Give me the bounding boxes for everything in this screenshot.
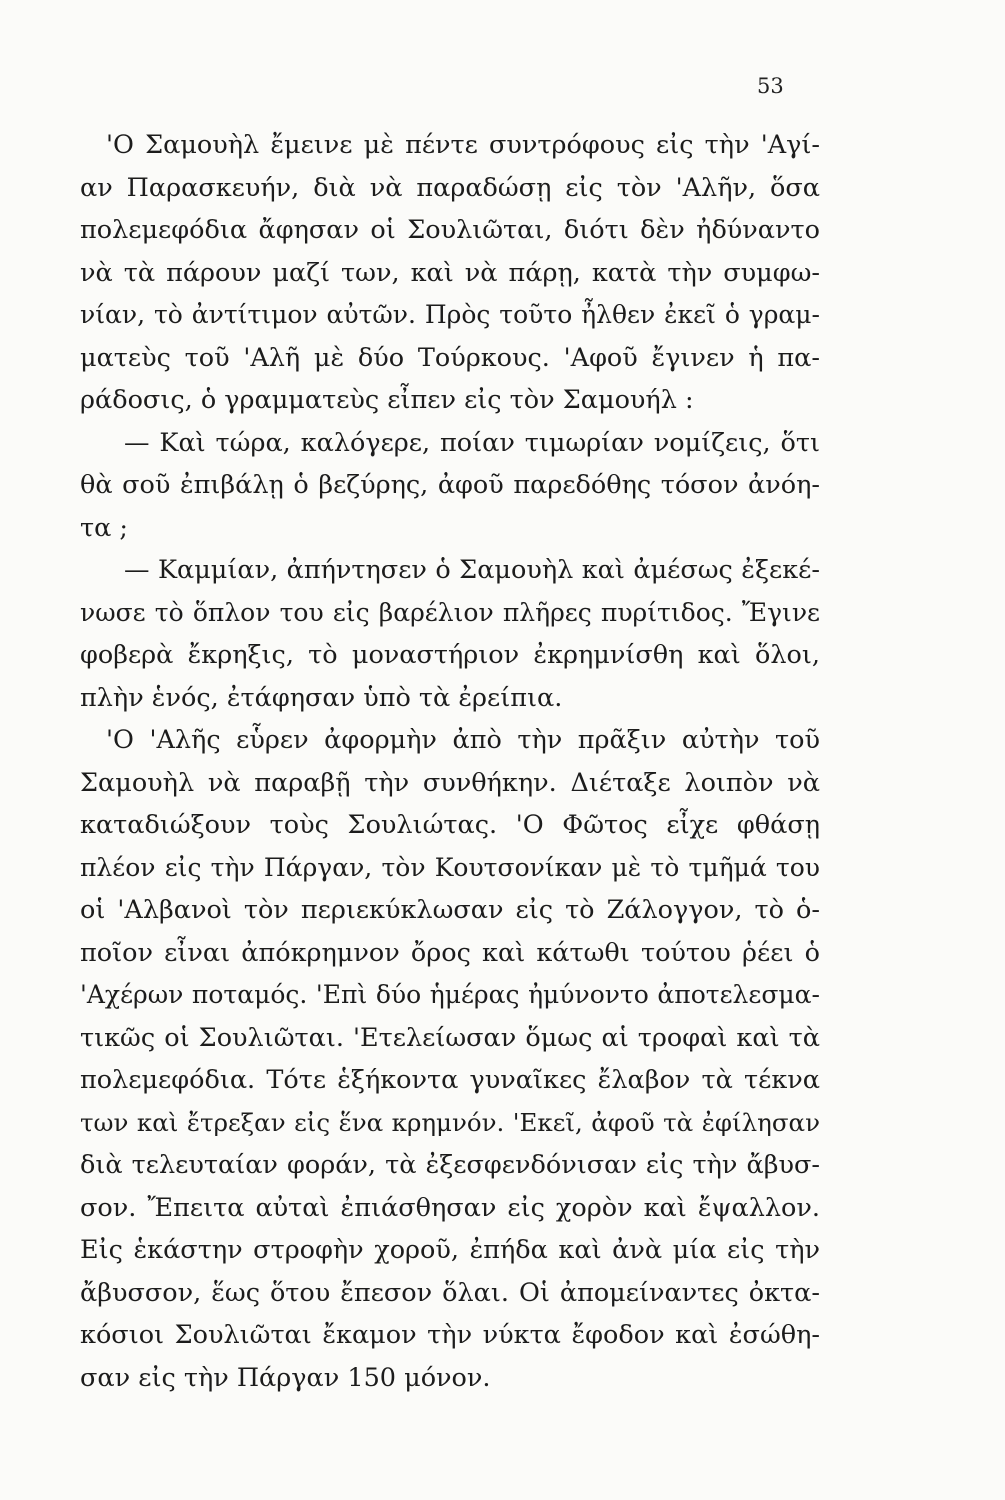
text-line: ράδοσις, ὁ γραμματεὺς εἶπεν εἰς τὸν Σαμουήλ :	[80, 385, 694, 415]
text-line: φοβερὰ ἔκρηξις, τὸ μοναστήριον ἐκρημνίσθη καὶ ὅλοι,	[80, 640, 820, 670]
text-line: 'Αχέρων ποταμός. 'Επὶ δύο ἡμέρας ἠμύνοντο ἀποτελεσμα-	[80, 980, 820, 1009]
text-line: των καὶ ἔτρεξαν εἰς ἕνα κρημνόν. 'Εκεῖ, ἀφοῦ τὰ ἐφίλησαν	[80, 1107, 820, 1137]
text-line: ἄβυσσον, ἕως ὅτου ἔπεσον ὅλαι. Οἱ ἀπομείναντες ὀκτα-	[80, 1277, 820, 1308]
text-line: οἱ 'Αλβανοὶ τὸν περιεκύκλωσαν εἰς τὸ Ζάλογγον, τὸ ὁ-	[80, 895, 820, 925]
page-number: 53	[757, 74, 784, 98]
text-line: θὰ σοῦ ἐπιβάλῃ ὁ βεζύρης, ἀφοῦ παρεδόθης τόσον ἀνόη-	[80, 470, 820, 500]
text-line: αν Παρασκευήν, διὰ νὰ παραδώσῃ εἰς τὸν 'Αλῆν, ὅσα	[80, 172, 820, 203]
text-line: τα ;	[80, 512, 129, 543]
text-line: 'Ο 'Αλῆς εὗρεν ἀφορμὴν ἀπὸ τὴν πρᾶξιν αὐτὴν τοῦ	[106, 725, 820, 755]
text-line: κόσιοι Σουλιῶται ἔκαμον τὴν νύκτα ἔφοδον καὶ ἐσώθη-	[80, 1320, 820, 1350]
text-line: σαν εἰς τὴν Πάργαν 150 μόνον.	[80, 1362, 491, 1393]
text-line: νωσε τὸ ὅπλον του εἰς βαρέλιον πλῆρες πυρίτιδος. Ἔγινε	[80, 597, 820, 627]
text-line: ματεὺς τοῦ 'Αλῆ μὲ δύο Τούρκους. 'Αφοῦ ἔγινεν ἡ πα-	[80, 342, 820, 373]
text-line: 'Ο Σαμουὴλ ἔμεινε μὲ πέντε συντρόφους εἰς τὴν 'Αγί-	[106, 130, 820, 160]
text-line: σον. Ἔπειτα αὐταὶ ἐπιάσθησαν εἰς χορὸν καὶ ἔψαλλον.	[80, 1192, 820, 1223]
text-line: πλέον εἰς τὴν Πάργαν, τὸν Κουτσονίκαν μὲ τὸ τμῆμά του	[80, 852, 820, 882]
text-line: πλὴν ἑνός, ἐτάφησαν ὑπὸ τὰ ἐρείπια.	[80, 682, 563, 713]
text-line: πολεμεφόδια. Τότε ἑξήκοντα γυναῖκες ἔλαβον τὰ τέκνα	[80, 1065, 820, 1095]
text-line: διὰ τελευταίαν φοράν, τὰ ἐξεσφενδόνισαν εἰς τὴν ἄβυσ-	[80, 1150, 820, 1180]
text-line: νίαν, τὸ ἀντίτιμον αὐτῶν. Πρὸς τοῦτο ἦλθεν ἐκεῖ ὁ γραμ-	[80, 300, 820, 329]
text-line: — Καμμίαν, ἀπήντησεν ὁ Σαμουὴλ καὶ ἀμέσως ἐξεκέ-	[124, 555, 820, 585]
body-text	[80, 124, 820, 1399]
text-line: Εἰς ἑκάστην στροφὴν χοροῦ, ἐπήδα καὶ ἀνὰ μία εἰς τὴν	[80, 1235, 820, 1265]
text-line: πολεμεφόδια ἄφησαν οἱ Σουλιῶται, διότι δὲν ἠδύναντο	[80, 215, 820, 245]
text-line: καταδιώξουν τοὺς Σουλιώτας. 'Ο Φῶτος εἶχε φθάσῃ	[80, 810, 820, 840]
text-line: — Καὶ τώρα, καλόγερε, ποίαν τιμωρίαν νομίζεις, ὅτι	[124, 427, 820, 458]
text-line: νὰ τὰ πάρουν μαζί των, καὶ νὰ πάρῃ, κατὰ τὴν συμφω-	[80, 257, 820, 288]
text-line: ποῖον εἶναι ἀπόκρημνον ὄρος καὶ κάτωθι τούτου ῥέει ὁ	[80, 937, 820, 968]
text-line: Σαμουὴλ νὰ παραβῇ τὴν συνθήκην. Διέταξε λοιπὸν νὰ	[80, 767, 820, 798]
text-line: τικῶς οἱ Σουλιῶται. 'Ετελείωσαν ὅμως αἱ τροφαὶ καὶ τὰ	[80, 1022, 820, 1053]
